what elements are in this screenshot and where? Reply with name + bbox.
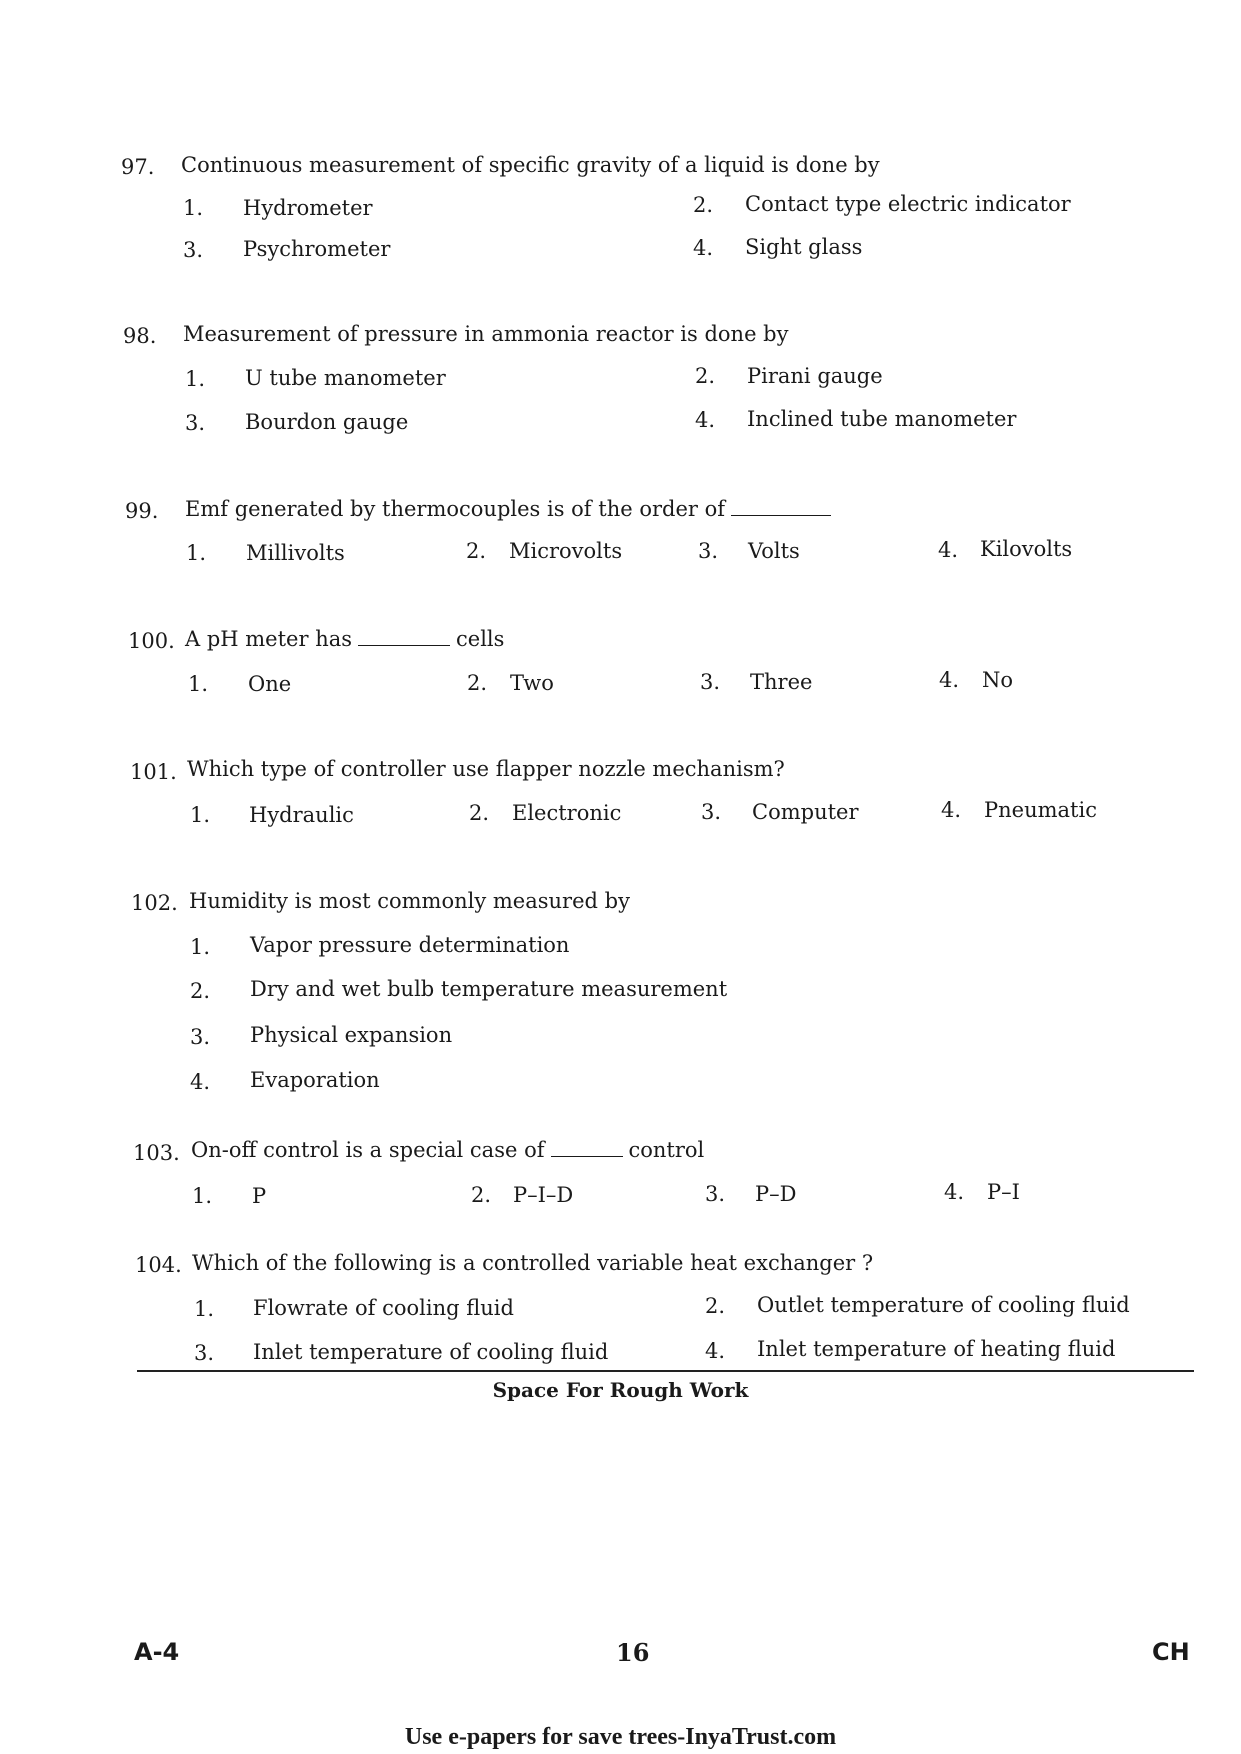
stem-text-after: cells xyxy=(456,627,505,651)
option-number: 2. xyxy=(705,1294,726,1318)
option-text: Two xyxy=(510,671,554,695)
option-number: 1. xyxy=(186,541,207,565)
option-number: 2. xyxy=(466,539,487,563)
option-number: 4. xyxy=(705,1339,726,1363)
option-text: Pirani gauge xyxy=(747,364,883,388)
stem-text-after: control xyxy=(628,1138,705,1162)
question-stem: Measurement of pressure in ammonia reactor is done by xyxy=(183,322,789,346)
option-number: 3. xyxy=(701,800,722,824)
option-text: Volts xyxy=(748,539,800,563)
option-number: 2. xyxy=(471,1183,492,1207)
option-text: P–I–D xyxy=(513,1183,574,1207)
option-number: 1. xyxy=(194,1297,215,1321)
question-stem: Which of the following is a controlled variable heat exchanger ? xyxy=(192,1251,874,1275)
option-text: Electronic xyxy=(512,801,622,825)
option-number: 4. xyxy=(695,408,716,432)
option-text: Hydrometer xyxy=(243,196,373,220)
stem-text: A pH meter has xyxy=(185,627,353,651)
option-number: 3. xyxy=(700,670,721,694)
option-text: Kilovolts xyxy=(980,537,1073,561)
option-number: 2. xyxy=(190,979,211,1003)
option-number: 1. xyxy=(192,1184,213,1208)
option-text: Pneumatic xyxy=(984,798,1097,822)
option-text: Computer xyxy=(752,800,859,824)
option-number: 2. xyxy=(693,193,714,217)
question-number: 99. xyxy=(125,499,159,523)
option-number: 2. xyxy=(467,671,488,695)
option-number: 4. xyxy=(190,1070,211,1094)
option-text: Bourdon gauge xyxy=(245,410,409,434)
question-stem xyxy=(185,497,837,521)
option-number: 1. xyxy=(190,935,211,959)
option-number: 1. xyxy=(183,196,204,220)
question-number: 103. xyxy=(133,1141,180,1165)
watermark-text: Use e-papers for save trees-InyaTrust.com xyxy=(404,1724,837,1750)
question-stem: Which type of controller use flapper nozzle mechanism? xyxy=(187,757,785,781)
rough-work-divider xyxy=(137,1370,1194,1372)
question-stem xyxy=(191,1138,704,1162)
option-number: 4. xyxy=(941,798,962,822)
question-number: 100. xyxy=(128,629,175,653)
option-number: 1. xyxy=(188,672,209,696)
option-number: 4. xyxy=(944,1180,965,1204)
option-number: 1. xyxy=(185,367,206,391)
question-number: 101. xyxy=(130,760,177,784)
option-number: 3. xyxy=(183,238,204,262)
paper-code: A-4 xyxy=(134,1638,180,1666)
option-number: 3. xyxy=(190,1025,211,1049)
stem-text: Emf generated by thermocouples is of the order of xyxy=(185,497,726,521)
option-number: 4. xyxy=(693,236,714,260)
option-number: 1. xyxy=(190,803,211,827)
option-number: 4. xyxy=(939,668,960,692)
question-number: 102. xyxy=(131,891,178,915)
option-text: Sight glass xyxy=(745,235,863,259)
option-text: U tube manometer xyxy=(245,366,446,390)
question-number: 98. xyxy=(123,324,157,348)
option-text: P–D xyxy=(755,1182,797,1206)
option-text: Evaporation xyxy=(250,1068,380,1092)
option-number: 2. xyxy=(469,801,490,825)
option-text: No xyxy=(982,668,1014,692)
option-text: Microvolts xyxy=(509,539,623,563)
option-number: 2. xyxy=(695,364,716,388)
question-number: 104. xyxy=(135,1253,182,1277)
option-text: Inlet temperature of heating fluid xyxy=(757,1337,1116,1361)
option-number: 3. xyxy=(185,411,206,435)
question-stem xyxy=(185,627,504,651)
option-text: Three xyxy=(750,670,813,694)
question-stem: Humidity is most commonly measured by xyxy=(189,889,630,913)
option-text: Millivolts xyxy=(246,541,345,565)
option-text: Contact type electric indicator xyxy=(745,192,1071,216)
page-number: 16 xyxy=(616,1638,650,1667)
option-text: Hydraulic xyxy=(249,803,354,827)
question-number: 97. xyxy=(121,155,155,179)
stem-text: On-off control is a special case of xyxy=(191,1138,545,1162)
option-text: P xyxy=(252,1184,267,1208)
option-text: Psychrometer xyxy=(243,237,391,261)
question-stem: Continuous measurement of specific gravity of a liquid is done by xyxy=(181,153,880,177)
option-text: P–I xyxy=(987,1180,1020,1204)
option-text: Inclined tube manometer xyxy=(747,407,1017,431)
option-text: Vapor pressure determination xyxy=(250,933,570,957)
option-number: 4. xyxy=(938,538,959,562)
option-number: 3. xyxy=(705,1182,726,1206)
answer-blank xyxy=(551,1138,623,1157)
option-text: Inlet temperature of cooling fluid xyxy=(253,1340,609,1364)
rough-work-label: Space For Rough Work xyxy=(492,1378,749,1402)
option-number: 3. xyxy=(698,539,719,563)
option-text: One xyxy=(248,672,292,696)
answer-blank xyxy=(358,627,450,646)
option-number: 3. xyxy=(194,1341,215,1365)
option-text: Outlet temperature of cooling fluid xyxy=(757,1293,1130,1317)
option-text: Dry and wet bulb temperature measurement xyxy=(250,977,728,1001)
subject-code: CH xyxy=(1152,1638,1190,1666)
option-text: Physical expansion xyxy=(250,1023,453,1047)
answer-blank xyxy=(731,497,831,516)
option-text: Flowrate of cooling fluid xyxy=(253,1296,514,1320)
